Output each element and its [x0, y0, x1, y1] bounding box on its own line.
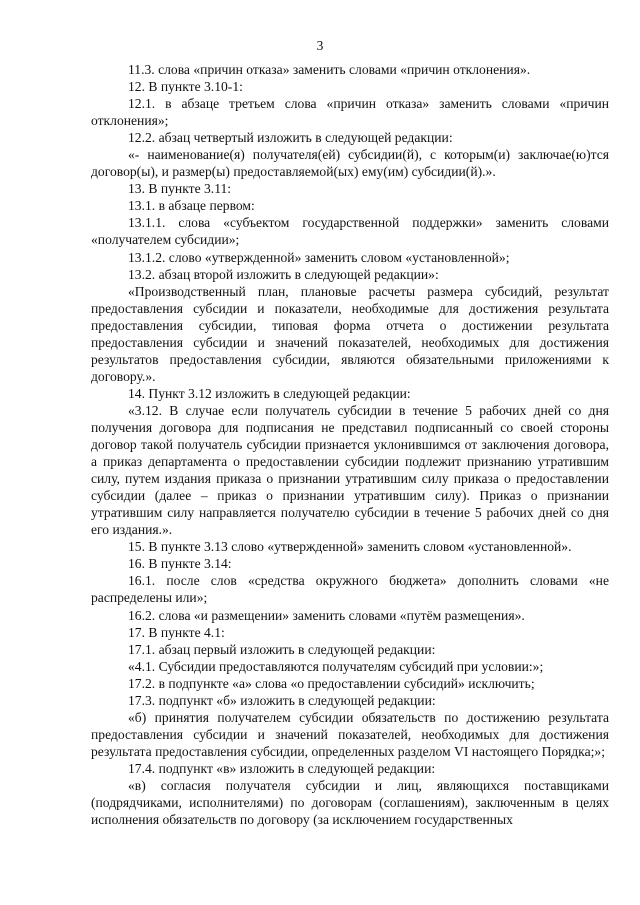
paragraph-17: 17. В пункте 4.1:	[128, 624, 225, 640]
paragraph-13-1-2: 13.1.2. слово «утвержденной» заменить словом «установленной»;	[128, 249, 510, 265]
page-number: 3	[316, 38, 324, 53]
paragraph-17-4: 17.4. подпункт «в» изложить в следующей редакции:	[128, 760, 436, 776]
paragraph-16-1: 16.1. после слов «средства окружного бюджета» дополнить словами «не распределены или»;	[91, 573, 609, 606]
paragraph-17-3: 17.3. подпункт «б» изложить в следующей редакции:	[128, 692, 436, 708]
paragraph-17-1: 17.1. абзац первый изложить в следующей редакции:	[128, 641, 436, 657]
paragraph-13: 13. В пункте 3.11:	[128, 181, 232, 197]
paragraph-16: 16. В пункте 3.14:	[128, 556, 232, 572]
paragraph-17-1-quote: «4.1. Субсидии предоставляются получателям субсидий при условии:»;	[128, 658, 544, 674]
paragraph-12-1: 12.1. в абзаце третьем слова «причин отказа» заменить словами «причин отклонения»;	[91, 96, 609, 129]
document-body	[91, 61, 609, 828]
paragraph-13-2: 13.2. абзац второй изложить в следующей редакции»:	[128, 266, 439, 282]
paragraph-17-3-quote: «б) принятия получателем субсидии обязательств по достижению результата предоставления субсидии и значений показателей, необходимых для достижения результата предоставления субсидии, определенных разделом VI настоящего Порядка;»;	[91, 709, 609, 759]
paragraph-13-1: 13.1. в абзаце первом:	[128, 198, 255, 214]
paragraph-14-quote: «3.12. В случае если получатель субсидии в течение 5 рабочих дней со дня получения договора для подписания не представил подписанный со своей стороны договор такой получатель субсидии признается уклонившимся от заключения договора, а приказ департамента о предоставлении субсидии подлежит признанию утратившим силу, путем издания приказа о признании утратившим силу приказа о предоставлении субсидии (далее – приказ о признании утратившим силу). Приказ о признании утратившим силу направляется получателю субсидии в течение 5 рабочих дней со дня его издания.».	[91, 402, 609, 538]
paragraph-13-1-1: 13.1.1. слова «субъектом государственной поддержки» заменить словами «получателем субсидии»;	[91, 215, 609, 248]
paragraph-12: 12. В пункте 3.10-1:	[128, 79, 243, 95]
paragraph-13-2-quote: «Производственный план, плановые расчеты размера субсидий, результат предоставления субсидии и показатели, необходимые для достижения результата предоставления субсидии, типовая форма отчета о достижении результата предоставления субсидии и значений показателей, необходимых для достижения результатов предоставления субсидии, являются обязательными приложениями к договору.».	[91, 283, 609, 384]
paragraph-12-2: 12.2. абзац четвертый изложить в следующей редакции:	[128, 130, 453, 146]
paragraph-11-3: 11.3. слова «причин отказа» заменить словами «причин отклонения».	[128, 62, 531, 77]
paragraph-16-2: 16.2. слова «и размещении» заменить словами «путём размещения».	[128, 607, 525, 623]
paragraph-12-2-quote: «- наименование(я) получателя(ей) субсидии(й), с которым(и) заключае(ю)тся договор(ы), и размер(ы) предоставляемой(ых) ему(им) субсидии(й).».	[91, 147, 609, 180]
paragraph-15: 15. В пункте 3.13 слово «утвержденной» заменить словом «установленной».	[128, 539, 572, 555]
paragraph-14: 14. Пункт 3.12 изложить в следующей редакции:	[128, 385, 411, 401]
paragraph-17-2: 17.2. в подпункте «а» слова «о предоставлении субсидий» исключить;	[128, 675, 535, 691]
paragraph-17-4-quote: «в) согласия получателя субсидии и лиц, являющихся поставщиками (подрядчиками, исполнителями) по договорам (соглашениям), заключенным в целях исполнения обязательств по договору (за исключением государственных	[91, 777, 609, 828]
